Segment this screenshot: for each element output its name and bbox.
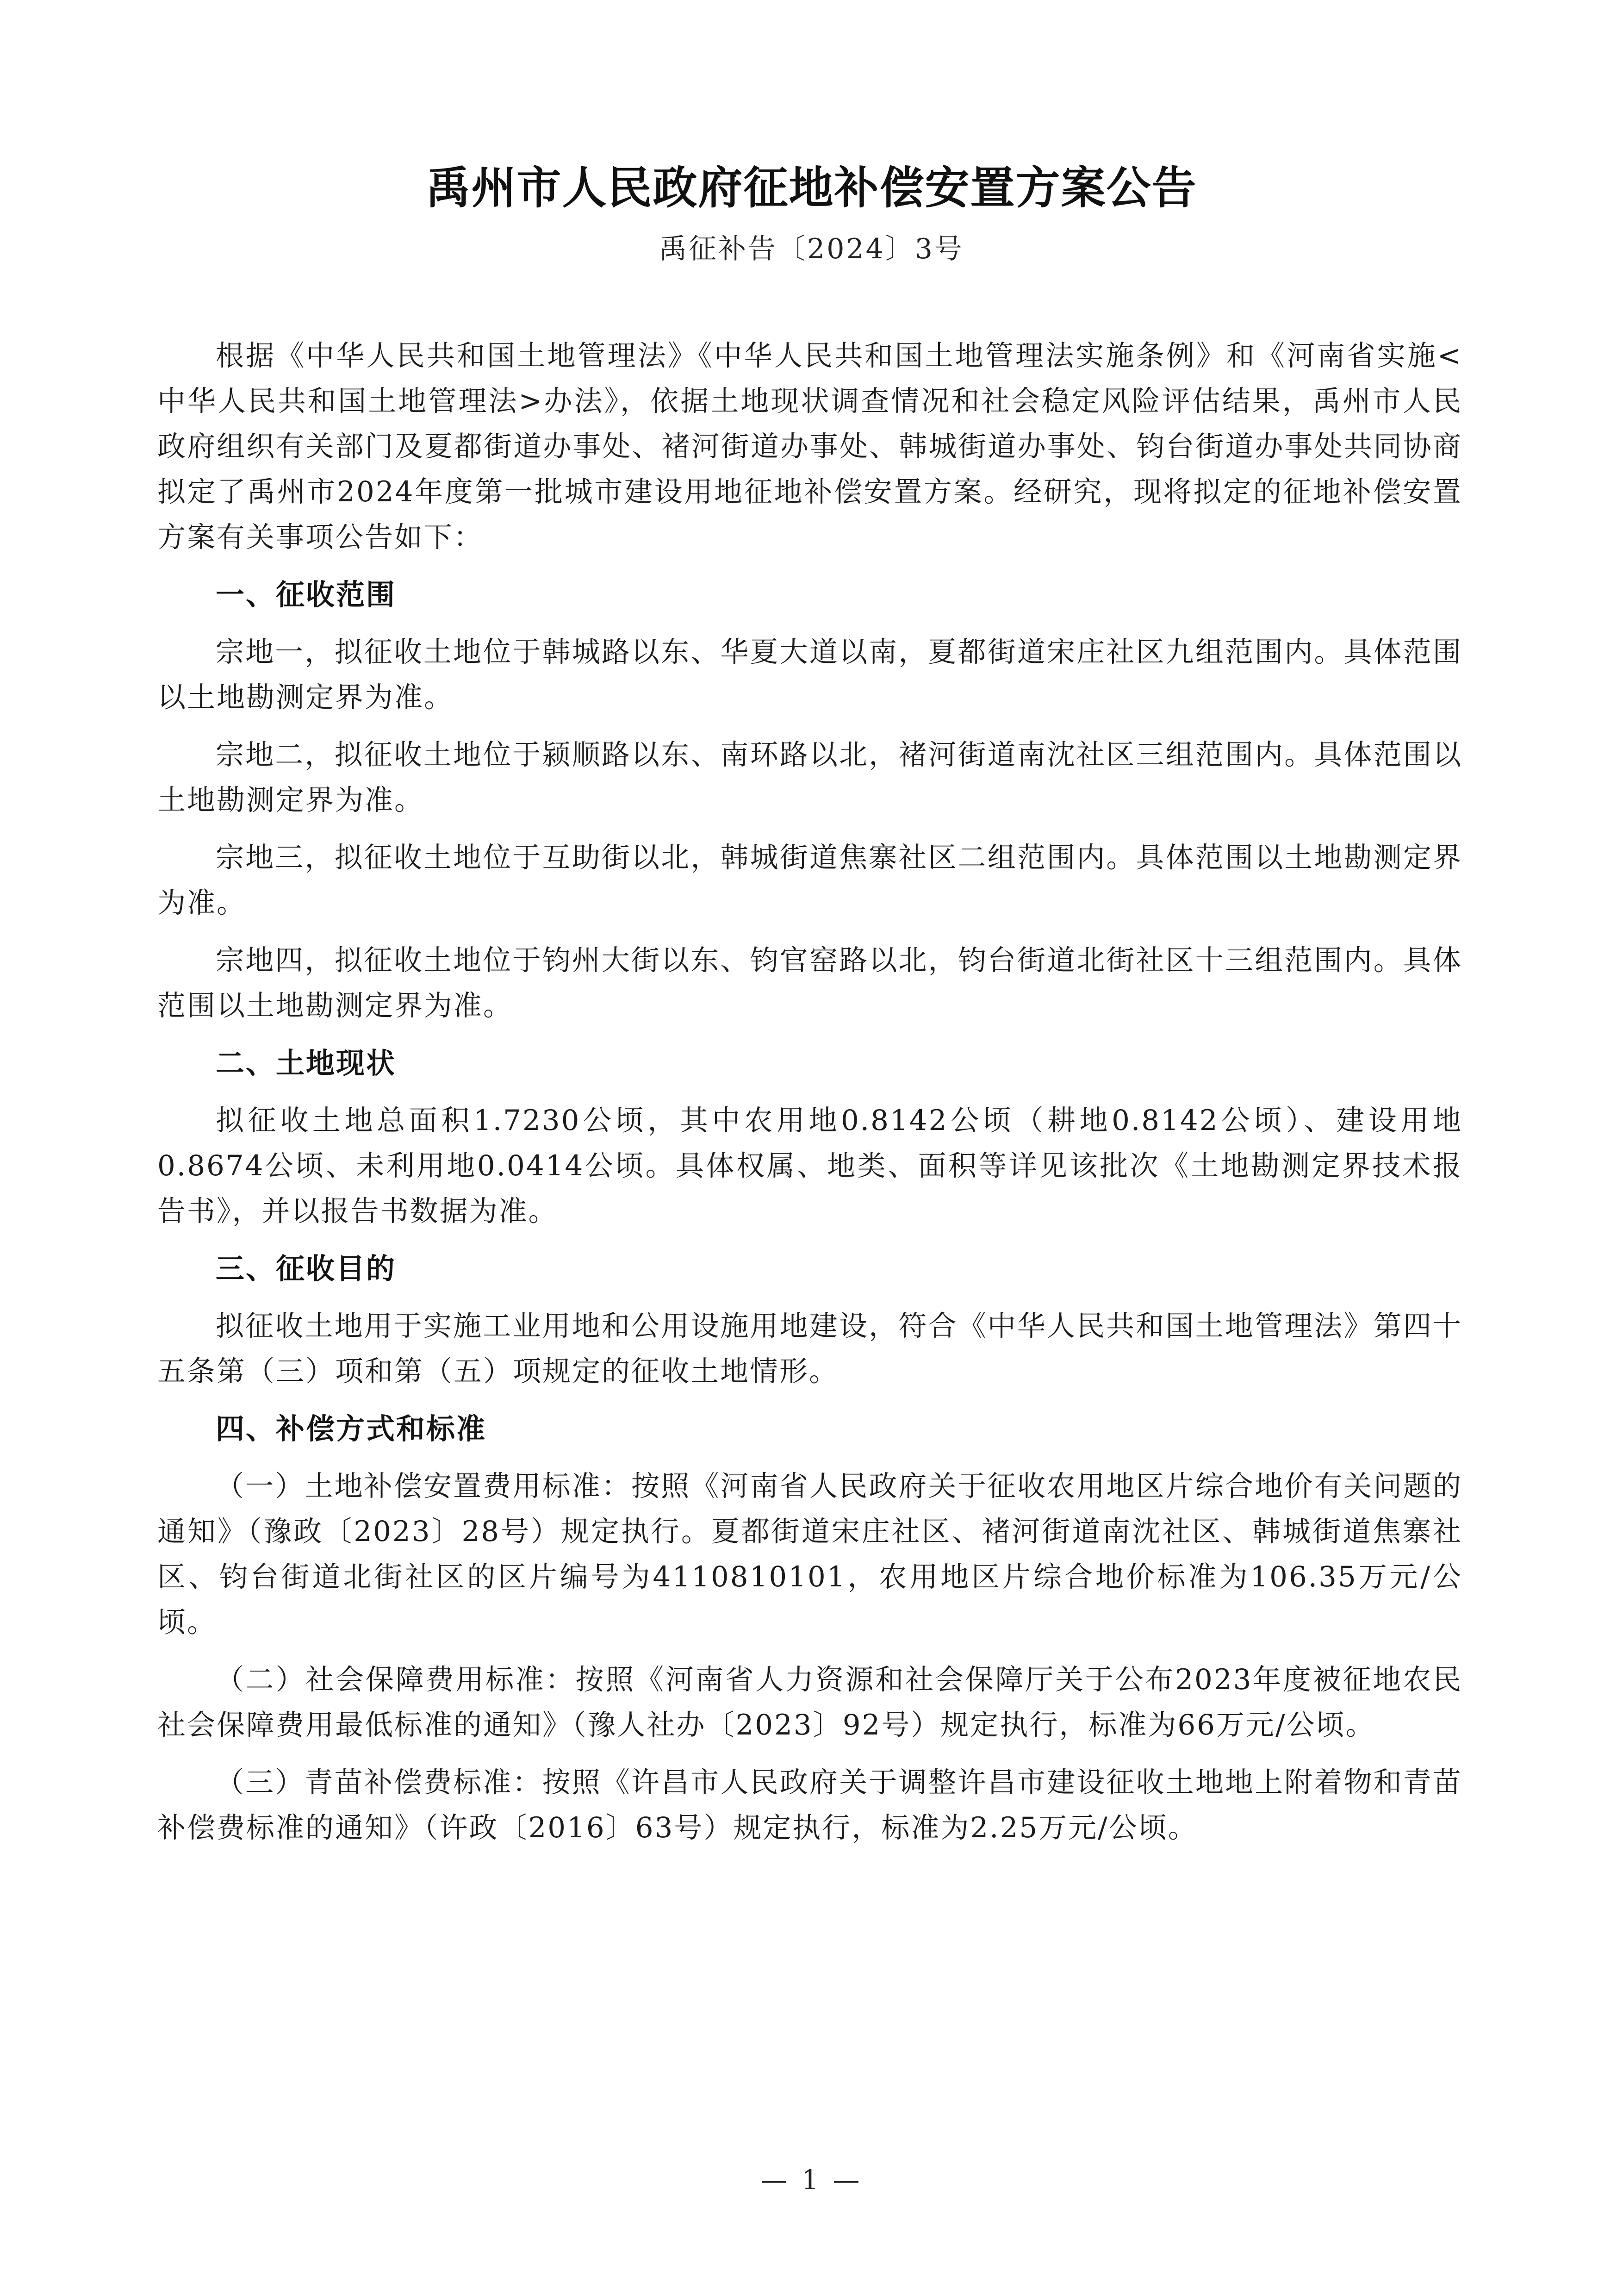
crop-compensation-paragraph: （三）青苗补偿费标准：按照《许昌市人民政府关于调整许昌市建设征收土地地上附着物和青苗补偿费标准的通知》（许政〔2016〕63号）规定执行，标准为2.25万元/公顷。 xyxy=(157,1766,1462,1844)
document-number: 禹征补告〔2024〕3号 xyxy=(659,233,964,265)
document-title: 禹州市人民政府征地补偿安置方案公告 xyxy=(426,162,1197,214)
intro-paragraph: 根据《中华人民共和国土地管理法》《中华人民共和国土地管理法实施条例》和《河南省实施<中华人民共和国土地管理法>办法》，依据土地现状调查情况和社会稳定风险评估结果，禹州市人民政府组织有关部门及夏都街道办事处、褚河街道办事处、韩城街道办事处、钧台街道办事处共同协商拟定了禹州市2024年度第一批城市建设用地征地补偿安置方案。经研究，现将拟定的征地补偿安置方案有关事项公告如下： xyxy=(157,339,1462,554)
land-status-paragraph: 拟征收土地总面积1.7230公顷，其中农用地0.8142公顷（耕地0.8142公顷）、建设用地0.8674公顷、未利用地0.0414公顷。具体权属、地类、面积等详见该批次《土地勘测定界技术报告书》，并以报告书数据为准。 xyxy=(157,1104,1462,1228)
parcel-two-paragraph: 宗地二，拟征收土地位于颍顺路以东、南环路以北，褚河街道南沈社区三组范围内。具体范围以土地勘测定界为准。 xyxy=(157,738,1462,817)
section-heading-compensation: 四、补偿方式和标准 xyxy=(216,1412,487,1446)
parcel-three-paragraph: 宗地三，拟征收土地位于互助街以北，韩城街道焦寨社区二组范围内。具体范围以土地勘测定界为准。 xyxy=(157,841,1462,919)
social-security-paragraph: （二）社会保障费用标准：按照《河南省人力资源和社会保障厅关于公布2023年度被征地农民社会保障费用最低标准的通知》（豫人社办〔2023〕92号）规定执行，标准为66万元/公顷。 xyxy=(157,1663,1462,1741)
page-number: — 1 — xyxy=(760,2164,863,2196)
parcel-one-paragraph: 宗地一，拟征收土地位于韩城路以东、华夏大道以南，夏都街道宋庄社区九组范围内。具体范围以土地勘测定界为准。 xyxy=(157,636,1462,714)
land-compensation-paragraph: （一）土地补偿安置费用标准：按照《河南省人民政府关于征收农用地区片综合地价有关问题的通知》（豫政〔2023〕28号）规定执行。夏都街道宋庄社区、褚河街道南沈社区、韩城街道焦寨社区、钧台街道北街社区的区片编号为4110810101，农用地区片综合地价标准为106.35万元/公顷。 xyxy=(157,1470,1462,1639)
purpose-paragraph: 拟征收土地用于实施工业用地和公用设施用地建设，符合《中华人民共和国土地管理法》第四十五条第（三）项和第（五）项规定的征收土地情形。 xyxy=(157,1310,1462,1388)
section-heading-purpose: 三、征收目的 xyxy=(216,1252,397,1285)
document-body xyxy=(157,333,1462,1863)
parcel-four-paragraph: 宗地四，拟征收土地位于钧州大街以东、钧官窑路以北，钧台街道北街社区十三组范围内。具体范围以土地勘测定界为准。 xyxy=(157,944,1462,1022)
section-heading-land-status: 二、土地现状 xyxy=(216,1046,397,1080)
section-heading-scope: 一、征收范围 xyxy=(216,578,397,611)
